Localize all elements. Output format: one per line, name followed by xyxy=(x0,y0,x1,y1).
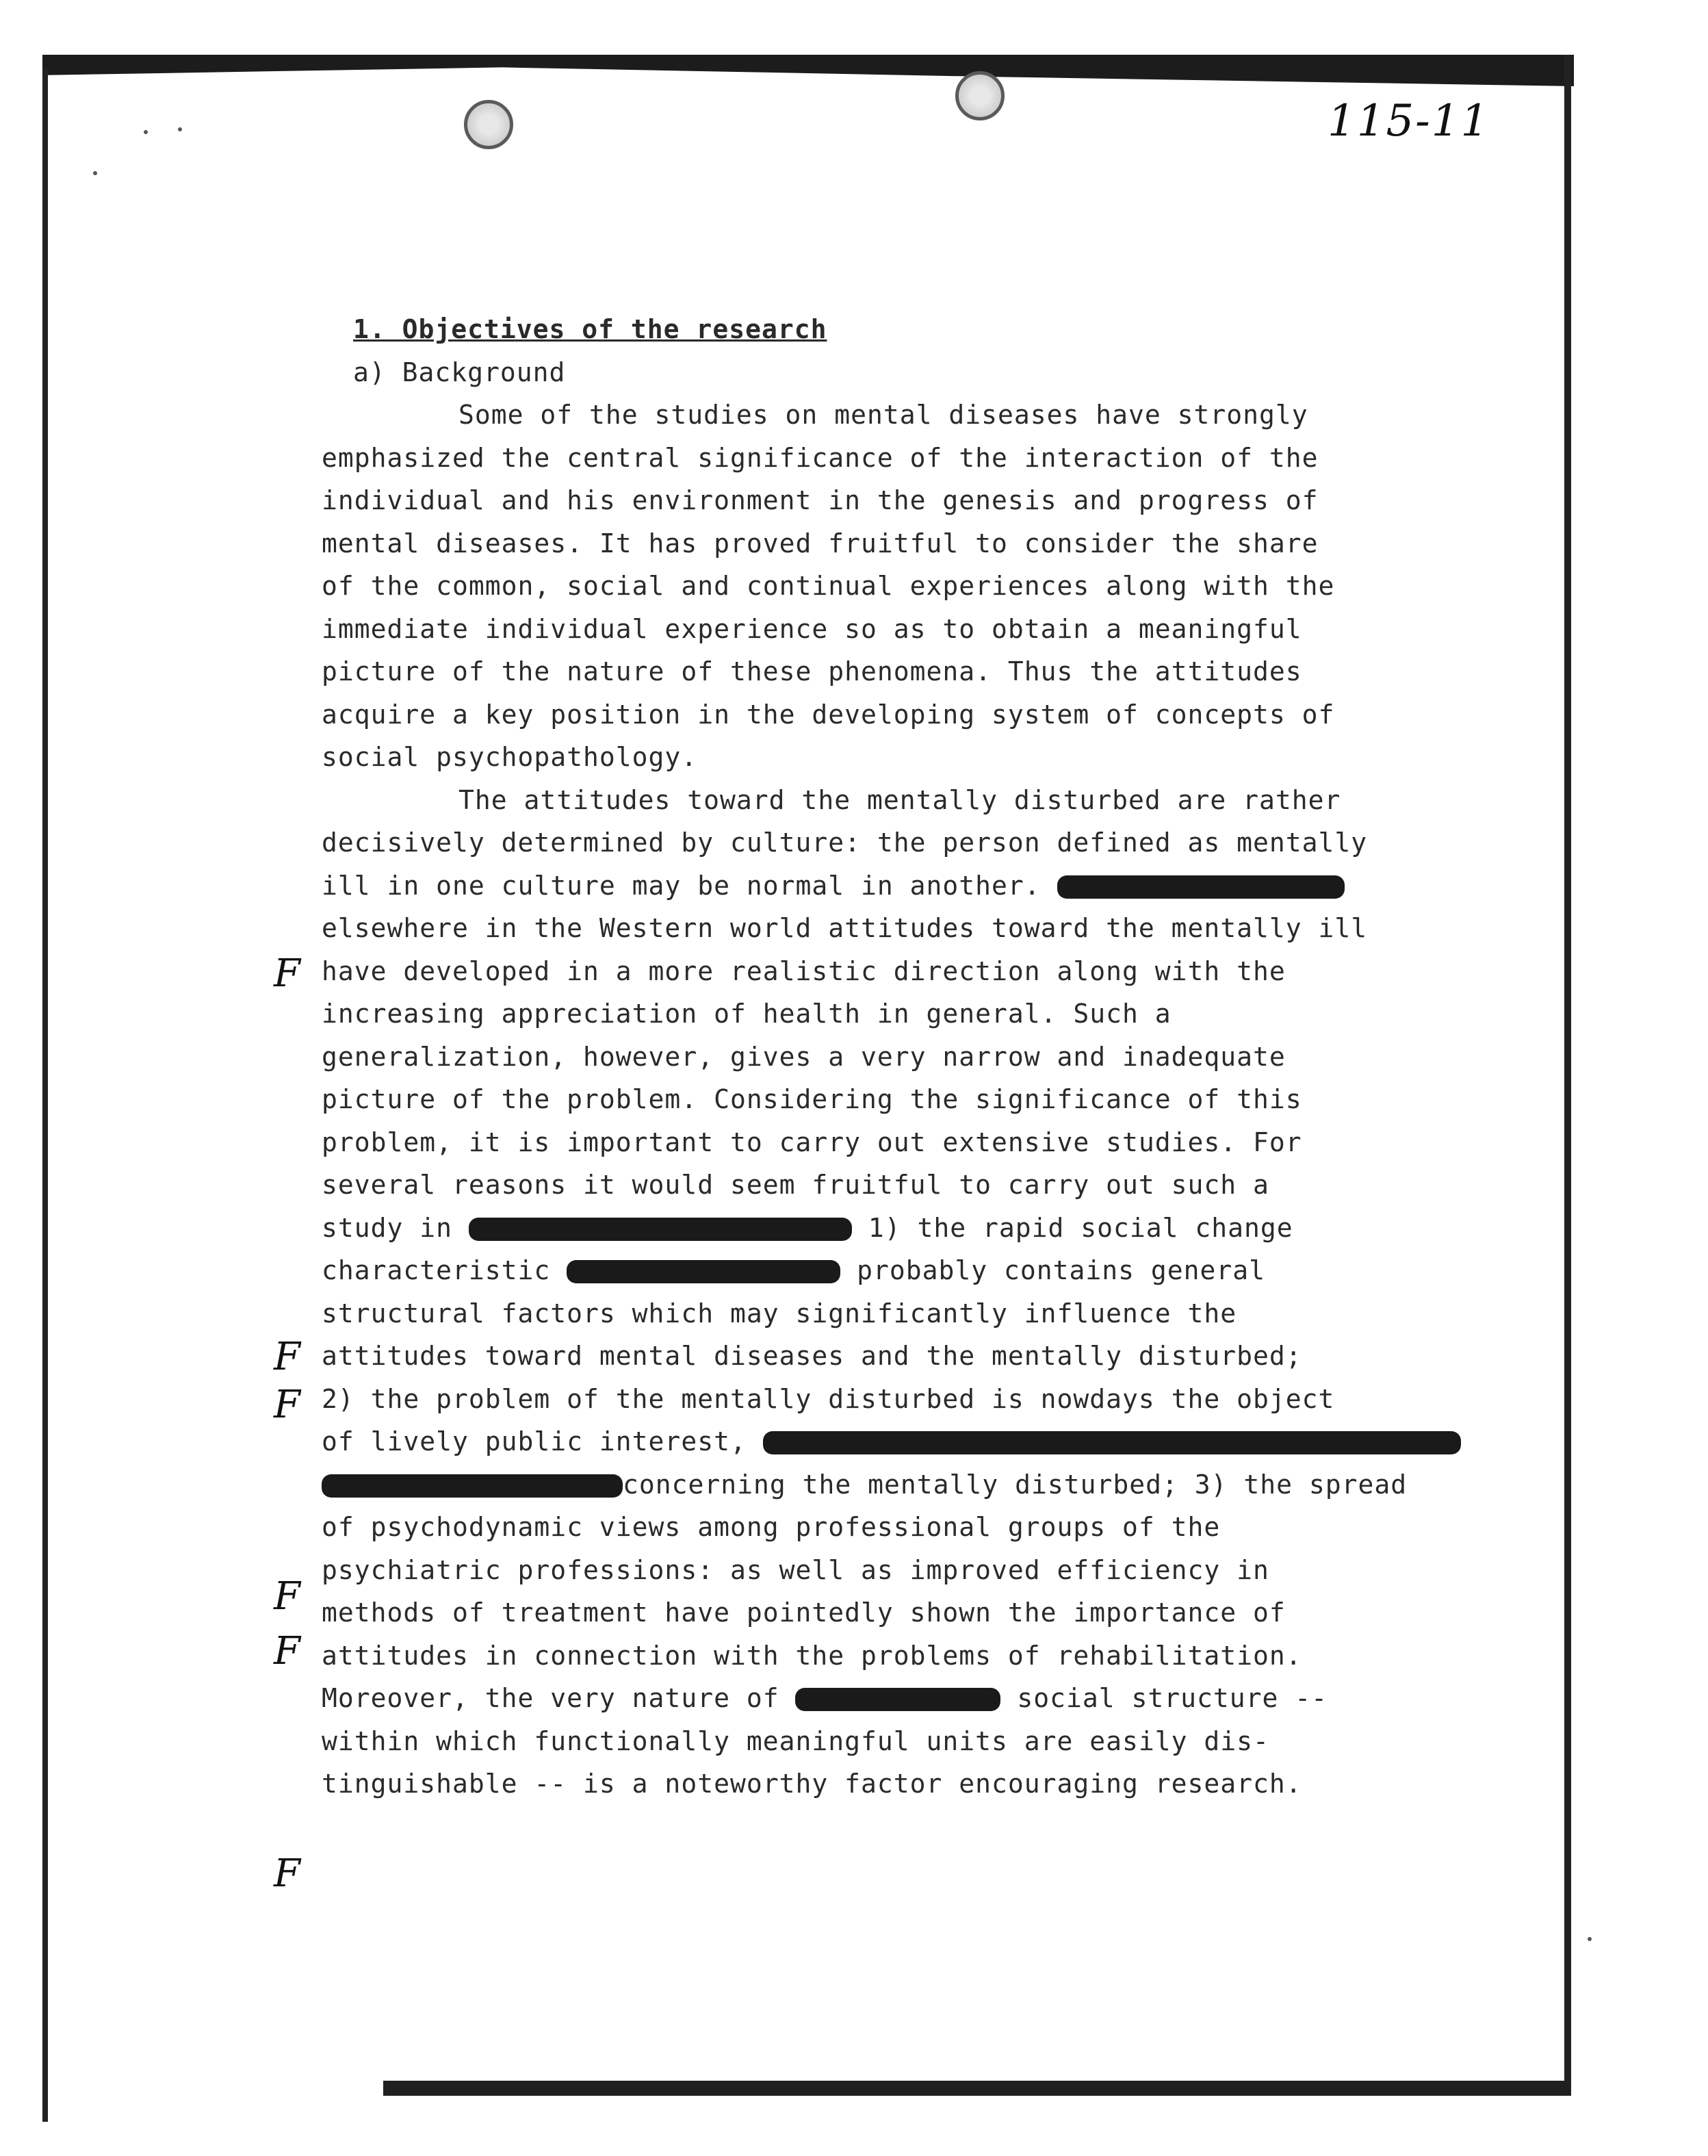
text-line: attitudes toward mental diseases and the mentally disturbed; xyxy=(322,1341,1302,1371)
text-line xyxy=(322,1420,1547,1463)
text-line: decisively determined by culture: the person defined as mentally xyxy=(322,827,1368,858)
margin-mark-f: F xyxy=(274,1851,300,1896)
text-segment: probably contains general xyxy=(857,1255,1266,1285)
handwritten-page-number: 115-11 xyxy=(1328,96,1490,146)
redaction-bar xyxy=(795,1688,1000,1711)
margin-mark-f: F xyxy=(274,1629,300,1673)
text-line: several reasons it would seem fruitful to carry out such a xyxy=(322,1170,1269,1200)
subsection-heading: a) Background xyxy=(353,357,566,387)
redaction-bar xyxy=(322,1474,623,1498)
section-heading: 1. Objectives of the research xyxy=(353,314,827,344)
scan-edge-right xyxy=(1564,55,1571,2094)
text-line: of psychodynamic views among professional groups of the xyxy=(322,1512,1221,1542)
text-line: have developed in a more realistic direction along with the xyxy=(322,955,1286,986)
redaction-bar xyxy=(1057,875,1345,899)
text-line: mental diseases. It has proved fruitful to consider the share xyxy=(322,528,1319,559)
text-line: tinguishable -- is a noteworthy factor encouraging research. xyxy=(322,1769,1302,1799)
text-line: Some of the studies on mental diseases have strongly xyxy=(458,400,1308,430)
redaction-bar xyxy=(763,1431,1461,1454)
text-line: emphasized the central significance of the interaction of the xyxy=(322,442,1319,473)
text-line: picture of the problem. Considering the significance of this xyxy=(322,1084,1302,1114)
text-line: social psychopathology. xyxy=(322,742,698,772)
redaction-bar xyxy=(469,1218,852,1241)
text-segment: social structure -- xyxy=(1017,1683,1328,1713)
text-line: immediate individual experience so as to obtain a meaningful xyxy=(322,613,1302,644)
punch-hole-left xyxy=(464,100,513,149)
scan-edge-left xyxy=(42,68,48,2081)
text-segment: Moreover, the very nature of xyxy=(322,1683,779,1713)
text-line: 2) the problem of the mentally disturbed is nowdays the object xyxy=(322,1383,1335,1414)
text-line: The attitudes toward the mentally disturbed are rather xyxy=(458,784,1341,815)
text-line xyxy=(322,1249,1547,1292)
scan-speck xyxy=(178,127,182,131)
text-line: acquire a key position in the developing system of concepts of xyxy=(322,699,1335,730)
margin-mark-f: F xyxy=(274,1574,300,1619)
scan-speck xyxy=(144,130,148,134)
text-line: of the common, social and continual experiences along with the xyxy=(322,571,1335,601)
text-line: problem, it is important to carry out extensive studies. For xyxy=(322,1127,1302,1157)
text-line: methods of treatment have pointedly shown the importance of xyxy=(322,1597,1286,1628)
text-line: within which functionally meaningful units are easily dis- xyxy=(322,1725,1269,1756)
text-line: psychiatric professions: as well as improved efficiency in xyxy=(322,1554,1269,1585)
margin-mark-f: F xyxy=(274,1335,300,1379)
margin-mark-f: F xyxy=(274,951,300,996)
text-segment: characteristic xyxy=(322,1255,551,1285)
document-body xyxy=(322,308,1547,1806)
scan-speck xyxy=(1588,1937,1592,1941)
text-line xyxy=(322,1677,1547,1720)
text-segment: of lively public interest, xyxy=(322,1426,747,1456)
text-segment: concerning the mentally disturbed; 3) the spread xyxy=(623,1469,1408,1500)
scan-edge-bottom-left xyxy=(42,2081,48,2122)
text-line xyxy=(322,1207,1547,1250)
text-segment: study in xyxy=(322,1212,453,1243)
scan-edge-top xyxy=(42,55,1574,86)
text-line xyxy=(322,1463,1547,1506)
text-line: increasing appreciation of health in general. Such a xyxy=(322,999,1172,1029)
scan-edge-bottom xyxy=(383,2081,1571,2096)
text-segment: 1) the rapid social change xyxy=(868,1212,1293,1243)
text-line: generalization, however, gives a very narrow and inadequate xyxy=(322,1041,1286,1072)
text-segment: ill in one culture may be normal in another. xyxy=(322,870,1041,901)
text-line: individual and his environment in the genesis and progress of xyxy=(322,485,1319,515)
text-line: structural factors which may significantly influence the xyxy=(322,1298,1237,1329)
margin-mark-f: F xyxy=(274,1383,300,1427)
redaction-bar xyxy=(567,1260,840,1283)
text-line: attitudes in connection with the problems of rehabilitation. xyxy=(322,1640,1302,1671)
text-line: elsewhere in the Western world attitudes toward the mentally ill xyxy=(322,913,1368,943)
punch-hole-right xyxy=(955,71,1005,120)
scan-speck xyxy=(93,171,97,175)
text-line xyxy=(322,864,1547,908)
text-line: picture of the nature of these phenomena. Thus the attitudes xyxy=(322,656,1302,686)
